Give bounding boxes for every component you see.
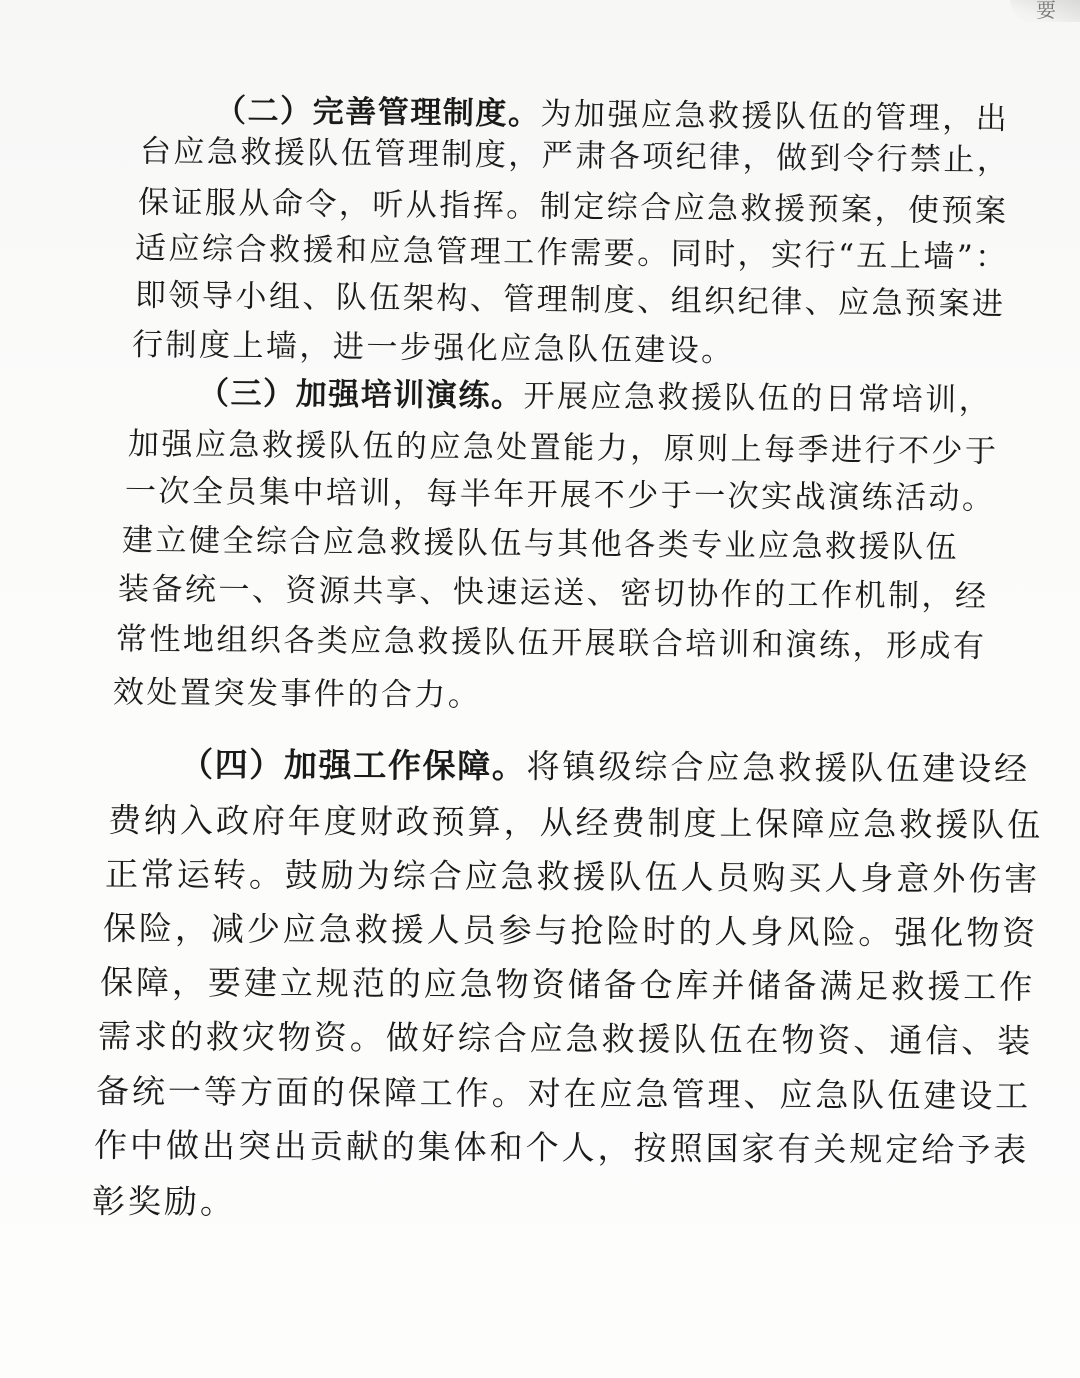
paragraph-line: 台应急救援队伍管理制度，严肃各项纪律，做到令行禁止， <box>139 133 1011 179</box>
section-heading: （三）加强培训演练。 <box>197 375 524 415</box>
paragraph-text: 为加强应急救援队伍的管理，出 <box>540 96 1010 138</box>
paragraph-line: 保险，减少应急救援人员参与抢险时的人身风险。强化物资 <box>102 908 1039 953</box>
paragraph-line: 作中做出突出贡献的集体和个人，按照国家有关规定给予表 <box>93 1125 1030 1170</box>
paragraph-line: 需求的救灾物资。做好综合应急救援队伍在物资、通信、装 <box>97 1016 1034 1061</box>
section-heading: （四）加强工作保障。 <box>179 744 527 786</box>
section-first-line <box>179 744 1031 789</box>
corner-text: 要 <box>1036 0 1056 22</box>
paragraph-line: 一次全员集中培训，每半年开展不少于一次实战演练活动。 <box>124 473 996 517</box>
paragraph-line: 费纳入政府年度财政预算，从经费制度上保障应急救援队伍 <box>107 800 1044 845</box>
section-first-line <box>214 92 1010 138</box>
paragraph-line: 行制度上墙，进一步强化应急队伍建设。 <box>131 326 735 370</box>
section-first-line <box>197 375 993 419</box>
paragraph-line: 加强应急救援队伍的应急处置能力，原则上每季进行不少于 <box>127 426 999 470</box>
paragraph-line: 即领导小组、队伍架构、管理制度、组织纪律、应急预案进 <box>134 277 1006 323</box>
paragraph-line: 彰奖励。 <box>91 1181 236 1222</box>
paragraph-text: 开展应急救援队伍的日常培训， <box>523 378 993 419</box>
paragraph-line: 保证服从命令，听从指挥。制定综合应急救援预案，使预案 <box>137 184 1009 230</box>
page-corner-mark <box>1010 0 1080 22</box>
paragraph-line: 保障，要建立规范的应急物资储备仓库并储备满足救援工作 <box>99 962 1036 1007</box>
paragraph-line: 效处置突发事件的合力。 <box>112 674 482 714</box>
paragraph-line: 建立健全综合应急救援队伍与其他各类专业应急救援队伍 <box>121 522 960 566</box>
paragraph-line: 常性地组织各类应急救援队伍开展联合培训和演练，形成有 <box>115 621 987 665</box>
paragraph-line: 备统一等方面的保障工作。对在应急管理、应急队伍建设工 <box>95 1071 1032 1116</box>
paragraph-line: 适应综合救援和应急管理工作需要。同时，实行“五上墙”： <box>134 230 1009 276</box>
paragraph-text: 将镇级综合应急救援队伍建设经 <box>526 746 1031 789</box>
section-heading: （二）完善管理制度。 <box>214 92 541 133</box>
paragraph-line: 装备统一、资源共享、快速运送、密切协作的工作机制，经 <box>117 571 989 615</box>
paragraph-line: 正常运转。鼓励为综合应急救援队伍人员购买人身意外伤害 <box>104 854 1041 899</box>
